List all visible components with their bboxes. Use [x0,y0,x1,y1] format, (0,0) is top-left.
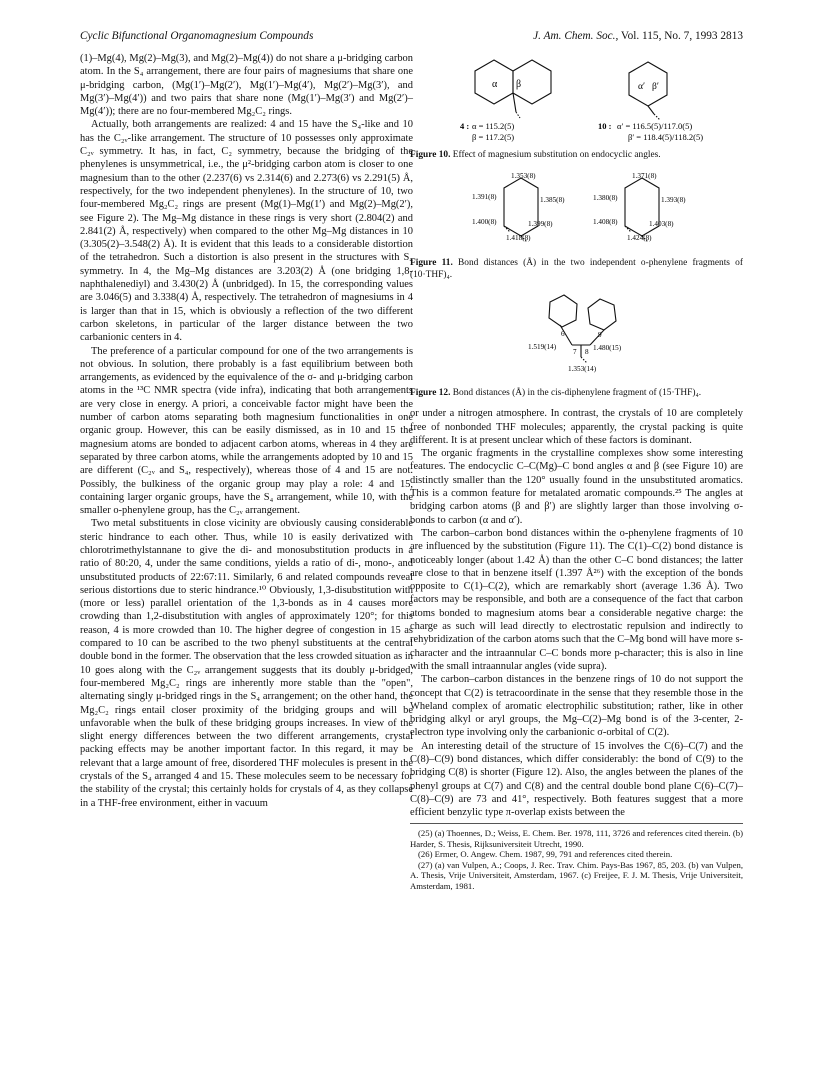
r1-ul: 1.391(8) [472,192,497,201]
paragraph: The organic fragments in the crystalline complexes show some interesting features. The endocyclic C–C(Mg)–C bond angles α and β (see Figure 10) are distinctly smaller than the 120° usually found in the unsubstituted aromatics. This is a common feature for metalated aromatic compounds.²⁵ The angles at bridging carbon atoms (β and β′) are slightly larger than those involving σ-bonds to carbon (α and α′). [410,448,743,526]
caption-label: Figure 11. [410,258,453,269]
f12-central: 1.353(14) [568,365,597,374]
caption-text: Bond distances (Å) in the two independent o-phenylene fragments of (10·THF)₄. [410,258,743,280]
fig10-cmpd10: 10 : [598,121,612,131]
figure-11-caption [410,258,743,281]
paragraph: An interesting detail of the structure of 15 involves the C(6)–C(7) and the C(8)–C(9) bond distances, which differ considerably: the bond of C(9) to the bridging C(8) is shorter (Figure 12). Also, the angles between the planes of the phenyl groups at C(7) and C(8) and the central double bond plane C(6)–C(7)–C(8)–C(9) are 73 and 41°, respectively. Both features suggest that a more efficient benzylic type π-overlap exists between the [410,740,743,819]
figure-12 [410,289,743,399]
fig10-cmpd4: 4 : [460,121,470,131]
caption-text: Bond distances (Å) in the cis-diphenylene fragment of (15·THF)₄. [450,387,702,398]
f12-right: 1.480(15) [593,344,622,353]
paragraph: Two metal substituents in close vicinity are obviously causing considerable steric hindrance to each other. Thus, while 10 is easily derivatized with chlorotrimethylstannane to give the di- and monosubstitution products in a ratio of 80:20, 4, under the same conditions, yields a ratio of di-, mono-, and unsubstituted products of 22:67:11. Similarly, 6 and related compounds reveal serious distortions due to steric hindrance.¹⁰ Obviously, 1,3-disubstitution with (more or less) parallel orientation of the 1,3-bonds as in 4 causes more crowding than 1,2-disubstitution with angles of approximately 120°; for this reason, 4 is more crowded than 10. The higher degree of congestion in 15 as compared to 10 can be ascribed to the two phenyl substituents at the central double bond in the former. The observation that the less crowded situation as in 10 goes along with the C₂ᵥ arrangement suggests that its doubly μ-bridged, four-membered Mg₂C₂ rings are inherently more stable than the "open", alternating singly μ-bridged rings in the S₄ arrangement; on the other hand, the Mg₂C₂ rings entail closer proximity of the bridging groups and will be unfavorable when the bulk of these bridging groups increases. In view of the slight energy differences between the two different arrangements, crystal packing effects may be another important factor. In this regard, it may be relevant that a large amount of free, disordered THF molecules is present in the crystals of the S₄ arranged 4 and 15. These molecules seem to be necessary for the stability of the crystal; this certainly holds for crystals of 4, as they collapse in a THF-free environment, either in vacuum [80,518,413,809]
r1-ur: 1.385(8) [540,195,565,204]
journal-issue-page: Vol. 115, No. 7, 1993 2813 [618,30,743,42]
fig10-cmpd4-alpha: α = 115.2(5) [472,121,515,131]
paragraph: Actually, both arrangements are realized: 4 and 15 have the S₄-like and 10 has the C₂ᵥ-like arrangement. The structure of 10 possesses only approximate C₂ᵥ symmetry. It has, in fact, C₂ symmetry, because the bridging of the phenylenes is unsymmetrical, i.e., the μ²-bridging carbon atom is closer to one magnesium than to the other (2.237(6) vs 2.314(6) and 2.273(6) vs 2.291(5) Å, respectively, for the two independent phenylenes). In the structure of 10, two four-membered Mg₂C₂ rings are present (Mg(1)–Mg(1′) and Mg(2)–Mg(2′), see Figure 2). The Mg–Mg distance in these rings is very short (2.804(2) and 2.841(2) Å, respectively) when compared to the other Mg–Mg distances in 10 (3.305(2)–3.548(2) Å). It is evident that this leads to a considerable distortion of the tetrahedron. Such a distortion is also present in the structures with S₄ symmetry. In 4, the Mg–Mg distances are 3.203(2) Å (one bridging 1,8-naphthalenediyl) and 3.430(2) Å (unbridged). In 15, the corresponding values are 3.046(5) and 3.338(4) Å, respectively. The tetrahedron of magnesiums in 4 is larger than that in 15, which is obviously a reflection of the two different carbon skeletons, in particular of the larger distance between the two carbanionic centers in 4. [80,119,413,344]
figure-12-caption [410,388,743,400]
fig10-alpha: α [492,79,498,90]
caption-label: Figure 12. [410,387,451,398]
fig10-cmpd10-beta: β′ = 118.4(5)/118.2(5) [628,132,704,142]
r1-bottom: 1.418(8) [506,233,531,242]
paragraph: The carbon–carbon bond distances within the o-phenylene fragments of 10 are influenced by the substitution (Figure 11). The C(1)–C(2) bond distance is noticeably longer (about 1.42 Å) than the other C–C bond distances; the latter are close to that in benzene itself (1.397 Å²⁶) with the exception of the bonds opposite to C(1)–C(2), which are remarkably short (average 1.36 Å). Two factors may be responsible, and both are a consequence of the fact that carbon atoms bonded to magnesium atoms bear a considerable negative charge: the charge as such will lead directly to electrostatic repulsion and indirectly to rehybridization of the carbon atoms such that the C–Mg bond will have more s-character and the intraannular C–C bonds more p-character; this is also in line with the small intraannular angles (vide supra). [410,527,743,672]
journal-name: J. Am. Chem. Soc., [533,30,619,42]
caption-label: Figure 10. [410,150,451,161]
paragraph: or under a nitrogen atmosphere. In contrast, the crystals of 10 are completely free of nonbonded THF molecules; apparently, the crystal packing is quite different. It is at present unclear which of these factors is dominant. [410,408,743,446]
fig10-beta: β [516,79,522,90]
r2-ul: 1.380(8) [593,193,618,202]
running-header-title: Cyclic Bifunctional Organomagnesium Compounds [80,30,314,42]
fig10-alpha2: α′ [638,82,646,92]
figure-10-drawing [410,52,743,144]
right-column [410,52,743,891]
r2-bottom: 1.424(8) [627,233,652,242]
r2-lr: 1.403(8) [649,219,674,228]
f12-n8: 8 [585,348,589,357]
running-header-journal [533,30,743,42]
paragraph: The carbon–carbon distances in the benzene rings of 10 do not support the concept that C(2) is tetracoordinate in the sense that they resemble those in the Wheland complex of aromatic electrophilic substitution; rather, like in other bridging alkyl or aryl groups, the Mg–C(2)–Mg bond is of the 3-center, 2-electron type involving only the carbanionic σ-orbital of C(2). [410,674,743,739]
references [410,823,743,890]
caption-text: Effect of magnesium substitution on endocyclic angles. [450,150,661,161]
paragraph: The preference of a particular compound for one of the two arrangements is not obvious. In solution, there probably is a fast equilibrium between both arrangements, as evidenced by the equivalence of the σ- and μ-bridging carbon atoms in the ¹³C NMR spectra (vide infra), indicating that both arrangements are very close in energy. A priori, a conceivable factor might have been the number of carbon atoms separating both magnesium functionalities in one organic group. However, this can be easily dismissed, as in 10 and 15 the magnesium atoms are bonded to adjacent carbon atoms, whereas in 4 they are separated by three carbon atoms, while the arrangements adopted by 10 and 15 are different (C₂ᵥ and S₄, respectively), whereas those of 4 and 15 are not. Possibly, the bulkiness of the organic group may play a role: 4 and 15, containing larger organic groups, have the S₄ arrangement, while 10, with the smaller o-phenylene group, has the C₂ᵥ arrangement. [80,345,413,517]
f12-n9: 9 [598,331,602,340]
f12-n6: 6 [561,330,565,339]
f12-n7: 7 [573,348,577,357]
r1-lr: 1.399(8) [528,219,553,228]
r2-ur: 1.393(8) [661,195,686,204]
f12-left: 1.519(14) [528,343,557,352]
fig10-cmpd10-alpha: α′ = 116.5(5)/117.0(5) [617,121,693,131]
reference-25: (25) (a) Thoennes, D.; Weiss, E. Chem. Ber. 1978, 111, 3726 and references cited therein. (b) Harder, S. Thesis, Rijksuniversiteit Utrecht, 1990. [410,828,743,849]
paragraph: (1)–Mg(4), Mg(2)–Mg(3), and Mg(2)–Mg(4)) do not share a μ-bridging carbon atom. In the S₄ arrangement, there are four pairs of magnesiums that share one μ-bridging carbon, (Mg(1′)–Mg(2′), Mg(1′)–Mg(4′), Mg(2′)–Mg(3′), and Mg(3′)–Mg(4′)) and two pairs that share none (Mg(1′)–Mg(3′) and Mg(2′)–Mg(4′)); there are no four-membered Mg₂C₂ rings. [80,53,413,118]
r1-top: 1.353(8) [511,171,536,180]
left-column [80,52,413,810]
r1-ll: 1.400(8) [472,217,497,226]
reference-27: (27) (a) van Vulpen, A.; Coops, J. Rec. Trav. Chim. Pays-Bas 1967, 85, 203. (b) van Vulpen, A. Thesis, Vrije Universiteit, Amsterdam, 1967. (c) Freijee, F. J. M. Thesis, Vrije Universiteit, Amsterdam, 1981. [410,859,743,891]
figure-10 [410,52,743,162]
r2-top: 1.371(8) [632,171,657,180]
figure-10-caption [410,150,743,162]
r2-ll: 1.408(8) [593,217,618,226]
figure-11 [410,170,743,281]
fig10-beta2: β′ [652,82,659,92]
reference-26: (26) Ermer, O. Angew. Chem. 1987, 99, 791 and references cited therein. [418,849,673,860]
figure-11-drawing [410,170,743,252]
fig10-cmpd4-beta: β = 117.2(5) [472,132,515,142]
figure-12-drawing [410,289,743,381]
